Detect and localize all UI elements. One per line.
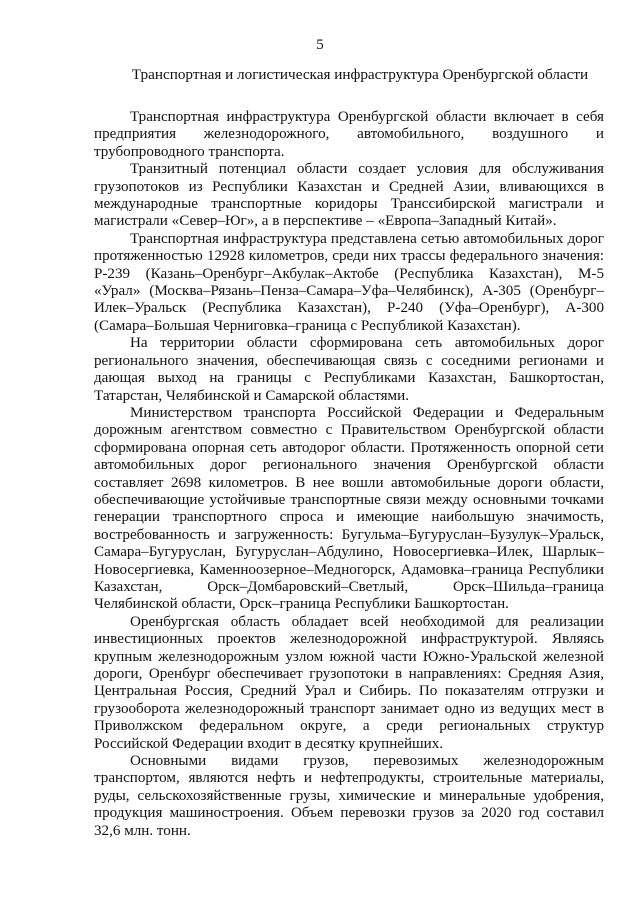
- paragraph-railway-infrastructure: Оренбургская область обладает всей необходимой для реализации инвестиционных проектов железнодорожной инфраструктурой. Являясь крупным железнодорожным узлом южной части Южно-Уральской железной дороги, Оренбург обеспечивает грузопотоки в направлениях: Средняя Азия, Центральная Россия, Средний Урал и Сибирь. По показателям отгрузки и грузооборота железнодорожный транспорт занимает одно из ведущих мест в Приволжском федеральном округе, а среди региональных структур Российской Федерации входит в десятку крупнейших.: [94, 613, 604, 752]
- paragraph-cargo-types: Основными видами грузов, перевозимых железнодорожным транспортом, являются нефть и нефтепродукты, строительные материалы, руды, сельскохозяйственные грузы, химические и минеральные удобрения, продукция машиностроения. Объем перевозки грузов за 2020 год составил 32,6 млн. тонн.: [94, 753, 604, 839]
- page-number: 5: [316, 37, 324, 53]
- paragraph-road-network: Транспортная инфраструктура представлена сетью автомобильных дорог протяженностью 12928 километров, среди них трассы федерального значения: Р-239 (Казань–Оренбург–Акбулак–Актобе (Республика Казахстан), М-5 «Урал» (Москва–Рязань–Пенза–Самара–Уфа–Челябинск), А-305 (Оренбург–Илек–Уральск (Республика Казахстан), Р-240 (Уфа–Оренбург), А-300 (Самара–Большая Черниговка–граница с Республикой Казахстан).: [94, 230, 604, 334]
- paragraph-support-network: Министерством транспорта Российской Федерации и Федеральным дорожным агентством совместно с Правительством Оренбургской области сформирована опорная сеть автодорог области. Протяженность опорной сети автомобильных дорог регионального значения Оренбургской области составляет 2698 километров. В нее вошли автомобильные дороги области, обеспечивающие устойчивые транспортные связи между основными точками генерации транспортного спроса и имеющие наибольшую значимость, востребованность и загруженность: Бугульма–Бугуруслан–Бузулук–Уральск, Самара–Бугуруслан, Бугуруслан–Абдулино, Новосергиевка–Илек, Шарлык–Новосергиевка, Каменноозерное–Медногорск, Адамовка–граница Республики Казахстан, Орск–Домбаровский–Светлый, Орск–Шильда–граница Челябинской области, Орск–граница Республики Башкортостан.: [94, 404, 604, 613]
- document-body: [94, 109, 604, 840]
- paragraph-infrastructure-overview: Транспортная инфраструктура Оренбургской области включает в себя предприятия железнодорожного, автомобильного, воздушного и трубопроводного транспорта.: [94, 109, 604, 160]
- paragraph-regional-roads: На территории области сформирована сеть автомобильных дорог регионального значения, обеспечивающая связь с соседними регионами и дающая выход на границы с Республиками Казахстан, Башкортостан, Татарстан, Челябинской и Самарской областями.: [94, 335, 604, 404]
- paragraph-transit-potential: Транзитный потенциал области создает условия для обслуживания грузопотоков из Республики Казахстан и Средней Азии, вливающихся в международные транспортные коридоры Транссибирской магистрали и магистрали «Север–Юг», а в перспективе – «Европа–Западный Китай».: [94, 161, 604, 230]
- document-title: Транспортная и логистическая инфраструктура Оренбургской области: [131, 66, 589, 83]
